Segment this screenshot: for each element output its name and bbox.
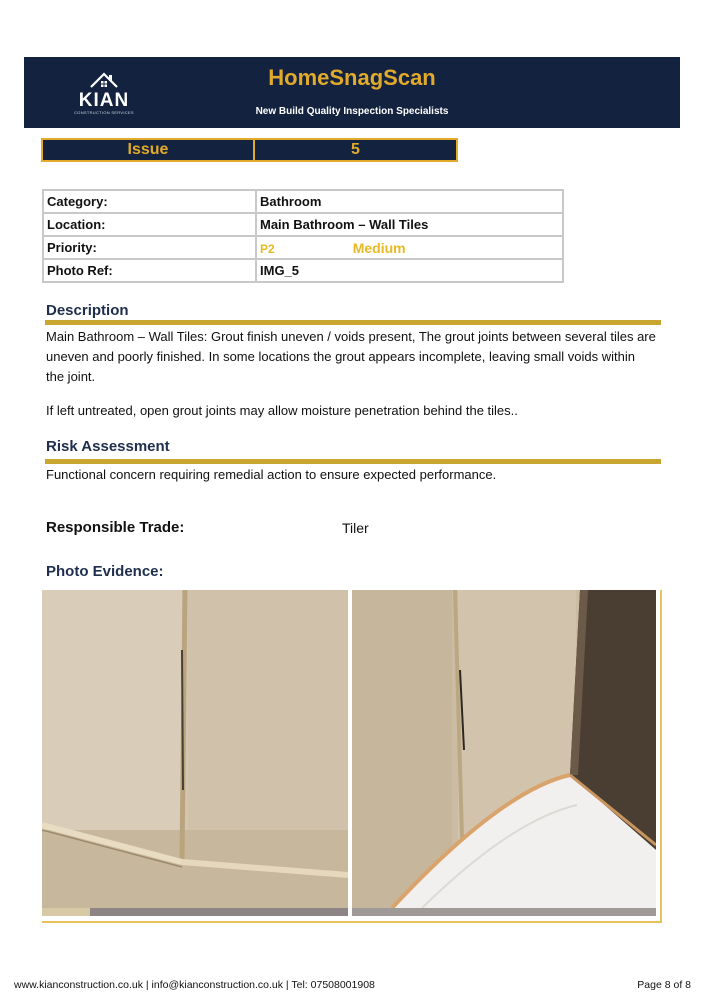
issue-bar	[41, 138, 458, 162]
photo-ref-value: IMG_5	[256, 259, 563, 282]
issue-number: 5	[351, 141, 360, 158]
description-note: If left untreated, open grout joints may allow moisture penetration behind the tiles..	[46, 403, 518, 418]
photo-evidence-gallery	[42, 590, 662, 923]
table-row	[43, 213, 563, 236]
priority-code: P2	[260, 241, 275, 256]
risk-text: Functional concern requiring remedial action to ensure expected performance.	[46, 467, 497, 482]
category-value: Bathroom	[256, 190, 563, 213]
description-divider	[45, 320, 661, 325]
table-row	[43, 190, 563, 213]
responsible-trade-value: Tiler	[342, 520, 369, 536]
priority-value	[256, 236, 563, 259]
location-label: Location:	[43, 213, 256, 236]
description-text: Main Bathroom – Wall Tiles: Grout finish uneven / voids present, The grout joints between several tiles are uneven and poorly finished. In some locations the grout appears incomplete, leaving small voids within the joint.	[46, 329, 656, 384]
priority-level: Medium	[352, 239, 406, 256]
issue-details-table	[42, 189, 564, 283]
issue-label: Issue	[43, 140, 255, 160]
priority-label: Priority:	[43, 236, 256, 259]
report-title: HomeSnagScan	[268, 65, 436, 90]
table-row	[43, 259, 563, 282]
photo-evidence-heading: Photo Evidence:	[46, 563, 164, 580]
header-banner	[24, 57, 680, 128]
description-heading: Description	[46, 302, 129, 319]
page-number: Page 8 of 8	[637, 979, 691, 991]
risk-divider	[45, 459, 661, 464]
responsible-trade-label: Responsible Trade:	[46, 519, 185, 536]
risk-heading: Risk Assessment	[46, 438, 170, 455]
photo-frame-border	[42, 590, 662, 923]
location-value: Main Bathroom – Wall Tiles	[256, 213, 563, 236]
report-subtitle: New Build Quality Inspection Specialists	[255, 106, 449, 117]
photo-ref-label: Photo Ref:	[43, 259, 256, 282]
logo-wordmark: KIAN	[78, 90, 130, 111]
category-label: Category:	[43, 190, 256, 213]
footer-contact: www.kianconstruction.co.uk | info@kianconstruction.co.uk | Tel: 07508001908	[14, 979, 375, 991]
logo-subtext: CONSTRUCTION SERVICES	[74, 110, 134, 115]
table-row	[43, 236, 563, 259]
